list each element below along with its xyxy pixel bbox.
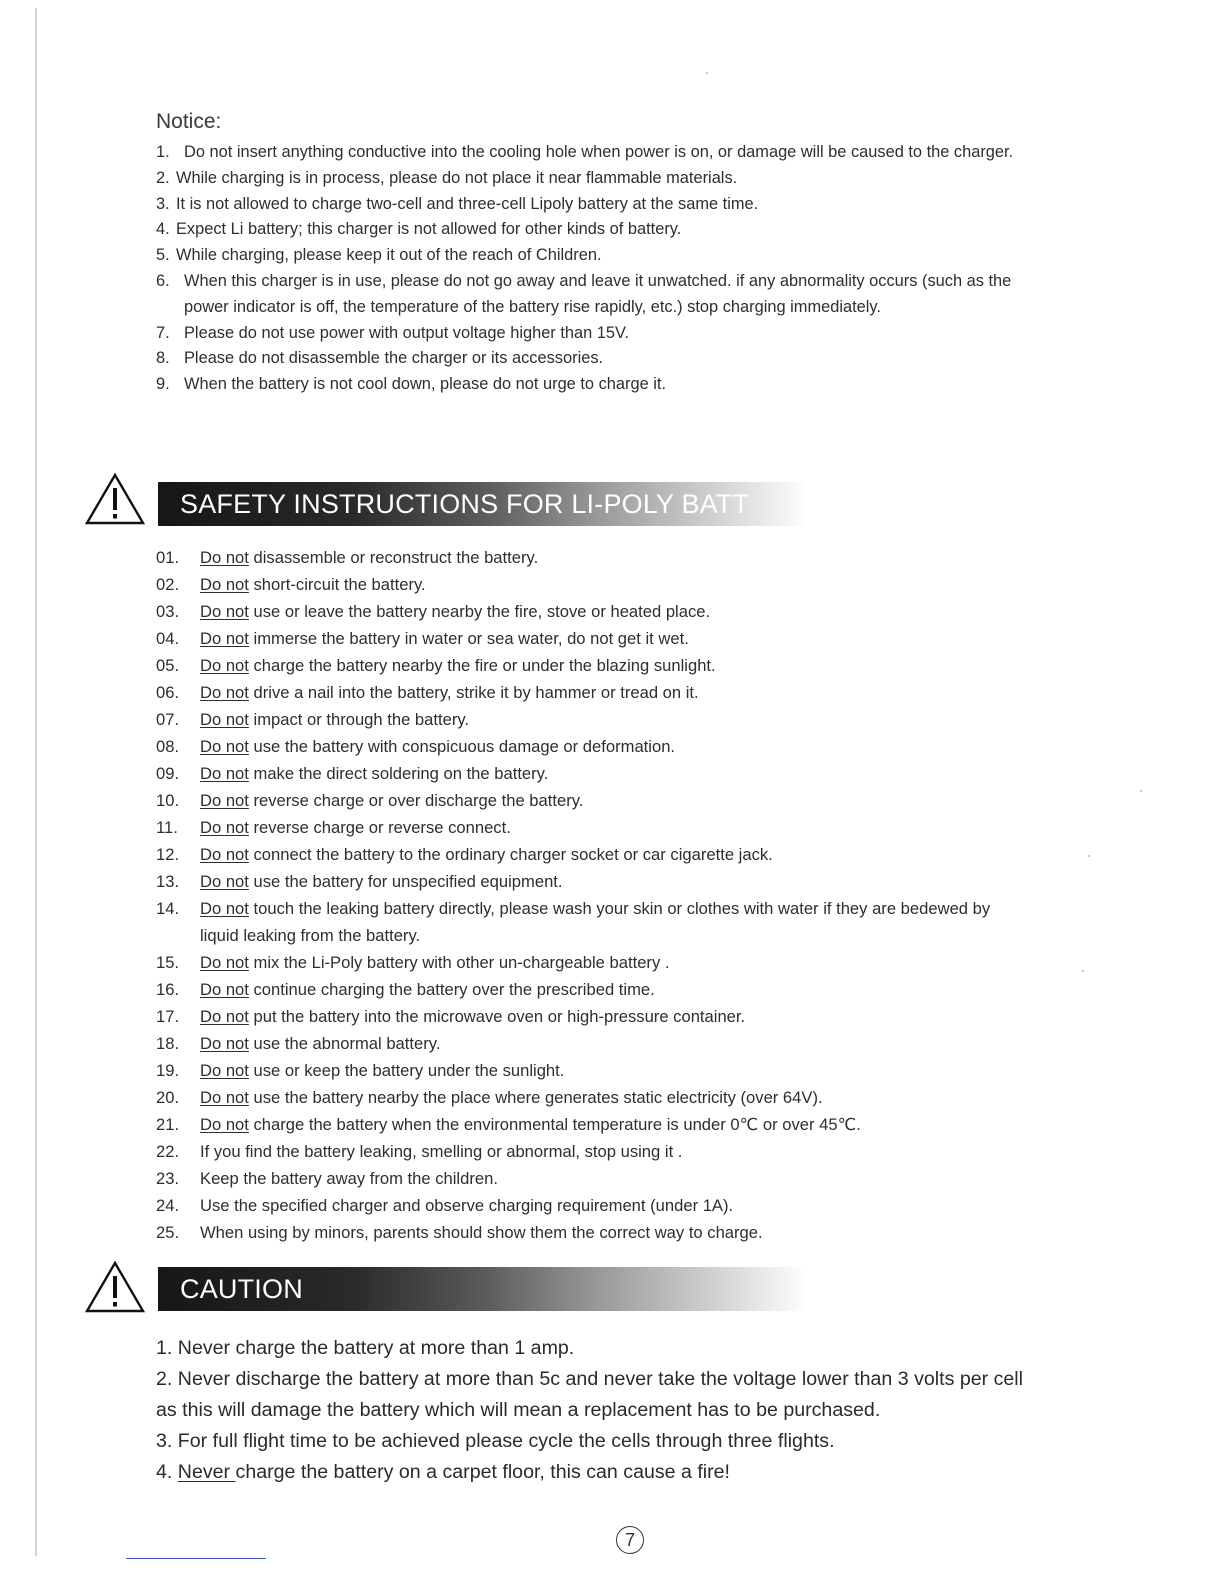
item-text <box>200 1003 1016 1030</box>
item-number: 16. <box>156 980 180 999</box>
item-body: Never charge the battery at more than 1 amp. <box>177 1337 575 1359</box>
item-text <box>200 1084 1016 1111</box>
list-item <box>156 140 1016 166</box>
item-text: When this charger is in use, please do not go away and leave it unwatched. if any abnormality occurs (such as the power indicator is off, the temperature of the battery rise rapidly, etc.) stop charging immediately. <box>184 271 1012 316</box>
item-body: continue charging the battery over the prescribed time. <box>248 980 655 999</box>
item-text <box>200 625 1016 652</box>
item-text <box>200 841 1016 868</box>
item-text <box>200 733 1016 760</box>
item-number: 18. <box>156 1034 180 1053</box>
emphasis-underline: Do not <box>200 602 249 621</box>
item-number: 4. <box>156 220 170 239</box>
item-text: While charging is in process, please do not place it near flammable materials. <box>176 168 738 187</box>
item-text: When the battery is not cool down, please do not urge to charge it. <box>184 375 666 394</box>
emphasis-underline: Do not <box>200 575 249 594</box>
item-text <box>200 814 1016 841</box>
list-item <box>156 1364 1026 1426</box>
item-number: 20. <box>156 1088 180 1107</box>
item-number: 7. <box>156 323 170 342</box>
list-item <box>156 269 1016 321</box>
caution-heading: CAUTION <box>180 1274 303 1304</box>
item-number: 5. <box>156 246 170 265</box>
item-text <box>200 706 1016 733</box>
item-text <box>200 949 1016 976</box>
emphasis-underline: Do not <box>200 656 249 675</box>
item-text: Expect Li battery; this charger is not allowed for other kinds of battery. <box>176 220 682 239</box>
list-item <box>156 949 1016 976</box>
item-number: 14. <box>156 899 180 918</box>
list-item <box>156 679 1016 706</box>
item-body: use or keep the battery under the sunlight. <box>248 1061 565 1080</box>
item-number: 02. <box>156 575 180 594</box>
item-text <box>178 1337 574 1359</box>
item-text <box>200 868 1016 895</box>
item-text <box>200 1138 1016 1165</box>
emphasis-underline: Do not <box>200 1088 249 1107</box>
item-text <box>200 1165 1016 1192</box>
item-number: 06. <box>156 683 180 702</box>
emphasis-underline: Do not <box>200 980 249 999</box>
footer-rule <box>126 1558 266 1559</box>
emphasis-underline: Do not <box>200 872 249 891</box>
item-body: reverse charge or reverse connect. <box>248 818 511 837</box>
item-body: make the direct soldering on the battery. <box>248 764 549 783</box>
item-number: 2. <box>156 1368 173 1390</box>
item-body: immerse the battery in water or sea water, do not get it wet. <box>248 629 689 648</box>
list-item <box>156 571 1016 598</box>
list-item <box>156 976 1016 1003</box>
item-body: When using by minors, parents should show them the correct way to charge. <box>200 1223 763 1242</box>
item-number: 24. <box>156 1196 180 1215</box>
emphasis-underline: Do not <box>200 548 249 567</box>
item-text <box>200 598 1016 625</box>
emphasis-underline: Do not <box>200 1115 249 1134</box>
item-text <box>200 571 1016 598</box>
item-number: 05. <box>156 656 180 675</box>
item-text: It is not allowed to charge two-cell and three-cell Lipoly battery at the same time. <box>176 194 759 213</box>
item-text <box>178 1430 835 1452</box>
list-item <box>156 1030 1016 1057</box>
item-body: connect the battery to the ordinary charger socket or car cigarette jack. <box>248 845 773 864</box>
item-number: 4. <box>156 1461 173 1483</box>
item-number: 03. <box>156 602 180 621</box>
item-body: short-circuit the battery. <box>248 575 426 594</box>
item-number: 13. <box>156 872 180 891</box>
item-text: Do not insert anything conductive into the cooling hole when power is on, or damage will be caused to the charger. <box>184 143 1014 161</box>
item-body: drive a nail into the battery, strike it by hammer or tread on it. <box>248 683 699 702</box>
list-item <box>156 166 1016 192</box>
list-item <box>156 868 1016 895</box>
item-body: charge the battery on a carpet floor, this can cause a fire! <box>235 1461 730 1483</box>
item-body: For full flight time to be achieved please cycle the cells through three flights. <box>177 1430 835 1452</box>
list-item <box>156 1219 1016 1246</box>
item-text <box>200 895 1016 949</box>
item-body: Keep the battery away from the children. <box>200 1169 498 1188</box>
notice-title: Notice: <box>156 110 222 133</box>
list-item <box>156 1003 1016 1030</box>
list-item <box>156 544 1016 571</box>
item-number: 21. <box>156 1115 180 1134</box>
item-number: 10. <box>156 791 180 810</box>
item-number: 22. <box>156 1142 180 1161</box>
item-number: 12. <box>156 845 180 864</box>
list-item <box>156 625 1016 652</box>
emphasis-underline: Do not <box>200 629 249 648</box>
warning-triangle-icon <box>84 1260 146 1314</box>
list-item <box>156 1111 1016 1138</box>
item-number: 2. <box>156 168 170 187</box>
item-body: use the battery with conspicuous damage or deformation. <box>248 737 676 756</box>
item-number: 08. <box>156 737 180 756</box>
emphasis-underline: Do not <box>200 899 249 918</box>
list-item <box>156 321 1016 347</box>
item-number: 17. <box>156 1007 180 1026</box>
item-text: Please do not use power with output voltage higher than 15V. <box>184 323 629 342</box>
item-number: 3. <box>156 194 170 213</box>
item-text <box>200 787 1016 814</box>
caution-heading-banner <box>158 1267 808 1311</box>
caution-list <box>156 1333 1026 1488</box>
item-text <box>200 1219 1016 1246</box>
list-item <box>156 841 1016 868</box>
list-item <box>156 652 1016 679</box>
emphasis-underline: Do not <box>200 710 249 729</box>
list-item <box>156 1138 1016 1165</box>
item-text <box>200 544 1016 571</box>
item-number: 6. <box>156 271 170 290</box>
safety-list <box>156 544 1016 1246</box>
item-text <box>200 1111 1016 1138</box>
item-text <box>200 679 1016 706</box>
list-item <box>156 1426 1026 1457</box>
item-number: 19. <box>156 1061 180 1080</box>
item-number: 23. <box>156 1169 180 1188</box>
emphasis-underline: Do not <box>200 1034 249 1053</box>
list-item <box>156 372 1016 398</box>
list-item <box>156 1457 1026 1488</box>
item-number: 15. <box>156 953 180 972</box>
list-item <box>156 243 1016 269</box>
item-body: use the abnormal battery. <box>248 1034 441 1053</box>
emphasis-underline: Do not <box>200 764 249 783</box>
item-number: 8. <box>156 349 170 368</box>
scan-speck <box>1140 790 1142 792</box>
item-text: Please do not disassemble the charger or its accessories. <box>184 349 604 368</box>
emphasis-underline: Do not <box>200 791 249 810</box>
item-body: impact or through the battery. <box>248 710 470 729</box>
scan-speck <box>1082 970 1084 972</box>
list-item <box>156 1057 1016 1084</box>
emphasis-underline: Do not <box>200 845 249 864</box>
list-item <box>156 760 1016 787</box>
item-text: While charging, please keep it out of the reach of Children. <box>176 246 602 265</box>
safety-heading: SAFETY INSTRUCTIONS FOR LI-POLY BATT <box>180 489 750 519</box>
scan-speck <box>706 72 708 74</box>
item-number: 11. <box>156 818 178 837</box>
item-number: 07. <box>156 710 180 729</box>
item-body: charge the battery nearby the fire or under the blazing sunlight. <box>248 656 716 675</box>
item-body: charge the battery when the environmental temperature is under 0℃ or over 45℃. <box>248 1115 861 1134</box>
item-body: use the battery for unspecified equipment. <box>248 872 563 891</box>
item-text <box>200 652 1016 679</box>
item-body: use or leave the battery nearby the fire, stove or heated place. <box>248 602 711 621</box>
list-item <box>156 1165 1016 1192</box>
item-number: 3. <box>156 1430 173 1452</box>
list-item <box>156 787 1016 814</box>
item-body: mix the Li-Poly battery with other un-chargeable battery . <box>248 953 670 972</box>
list-item <box>156 1084 1016 1111</box>
emphasis-underline: Do not <box>200 737 249 756</box>
emphasis-underline: Do not <box>200 818 249 837</box>
emphasis-underline: Never <box>177 1461 236 1483</box>
safety-heading-banner <box>158 482 808 526</box>
item-text <box>200 976 1016 1003</box>
item-text <box>200 1192 1016 1219</box>
item-number: 04. <box>156 629 180 648</box>
list-item <box>156 598 1016 625</box>
item-body: Use the specified charger and observe charging requirement (under 1A). <box>200 1196 734 1215</box>
list-item <box>156 192 1016 218</box>
warning-triangle-icon <box>84 472 146 526</box>
item-body: use the battery nearby the place where generates static electricity (over 64V). <box>248 1088 823 1107</box>
item-text <box>200 1057 1016 1084</box>
item-body: touch the leaking battery directly, please wash your skin or clothes with water if they are bedewed by liquid leaking from the battery. <box>200 899 991 945</box>
page-number: 7 <box>616 1526 644 1554</box>
list-item <box>156 1333 1026 1364</box>
item-text <box>200 1030 1016 1057</box>
list-item <box>156 733 1016 760</box>
emphasis-underline: Do not <box>200 683 249 702</box>
notice-list <box>156 140 1016 398</box>
item-text <box>156 1368 1023 1421</box>
list-item <box>156 346 1016 372</box>
list-item <box>156 706 1016 733</box>
list-item <box>156 814 1016 841</box>
emphasis-underline: Do not <box>200 1061 249 1080</box>
item-text <box>200 760 1016 787</box>
item-body: disassemble or reconstruct the battery. <box>248 548 539 567</box>
item-body: put the battery into the microwave oven or high-pressure container. <box>248 1007 746 1026</box>
item-number: 1. <box>156 1337 173 1359</box>
list-item <box>156 217 1016 243</box>
item-number: 09. <box>156 764 180 783</box>
item-number: 9. <box>156 375 170 394</box>
scan-binding-edge <box>35 8 37 1556</box>
list-item <box>156 1192 1016 1219</box>
emphasis-underline: Do not <box>200 953 249 972</box>
item-body: If you find the battery leaking, smelling or abnormal, stop using it . <box>200 1142 683 1161</box>
item-number: 25. <box>156 1223 180 1242</box>
item-body: Never discharge the battery at more than 5c and never take the voltage lower than 3 volts per cell as this will damage the battery which will mean a replacement has to be purchased. <box>156 1368 1023 1421</box>
list-item <box>156 895 1016 949</box>
scan-speck <box>1088 855 1090 857</box>
item-number: 01. <box>156 548 180 567</box>
item-number: 1. <box>156 143 170 161</box>
emphasis-underline: Do not <box>200 1007 249 1026</box>
item-text <box>178 1461 730 1483</box>
item-body: reverse charge or over discharge the battery. <box>248 791 584 810</box>
